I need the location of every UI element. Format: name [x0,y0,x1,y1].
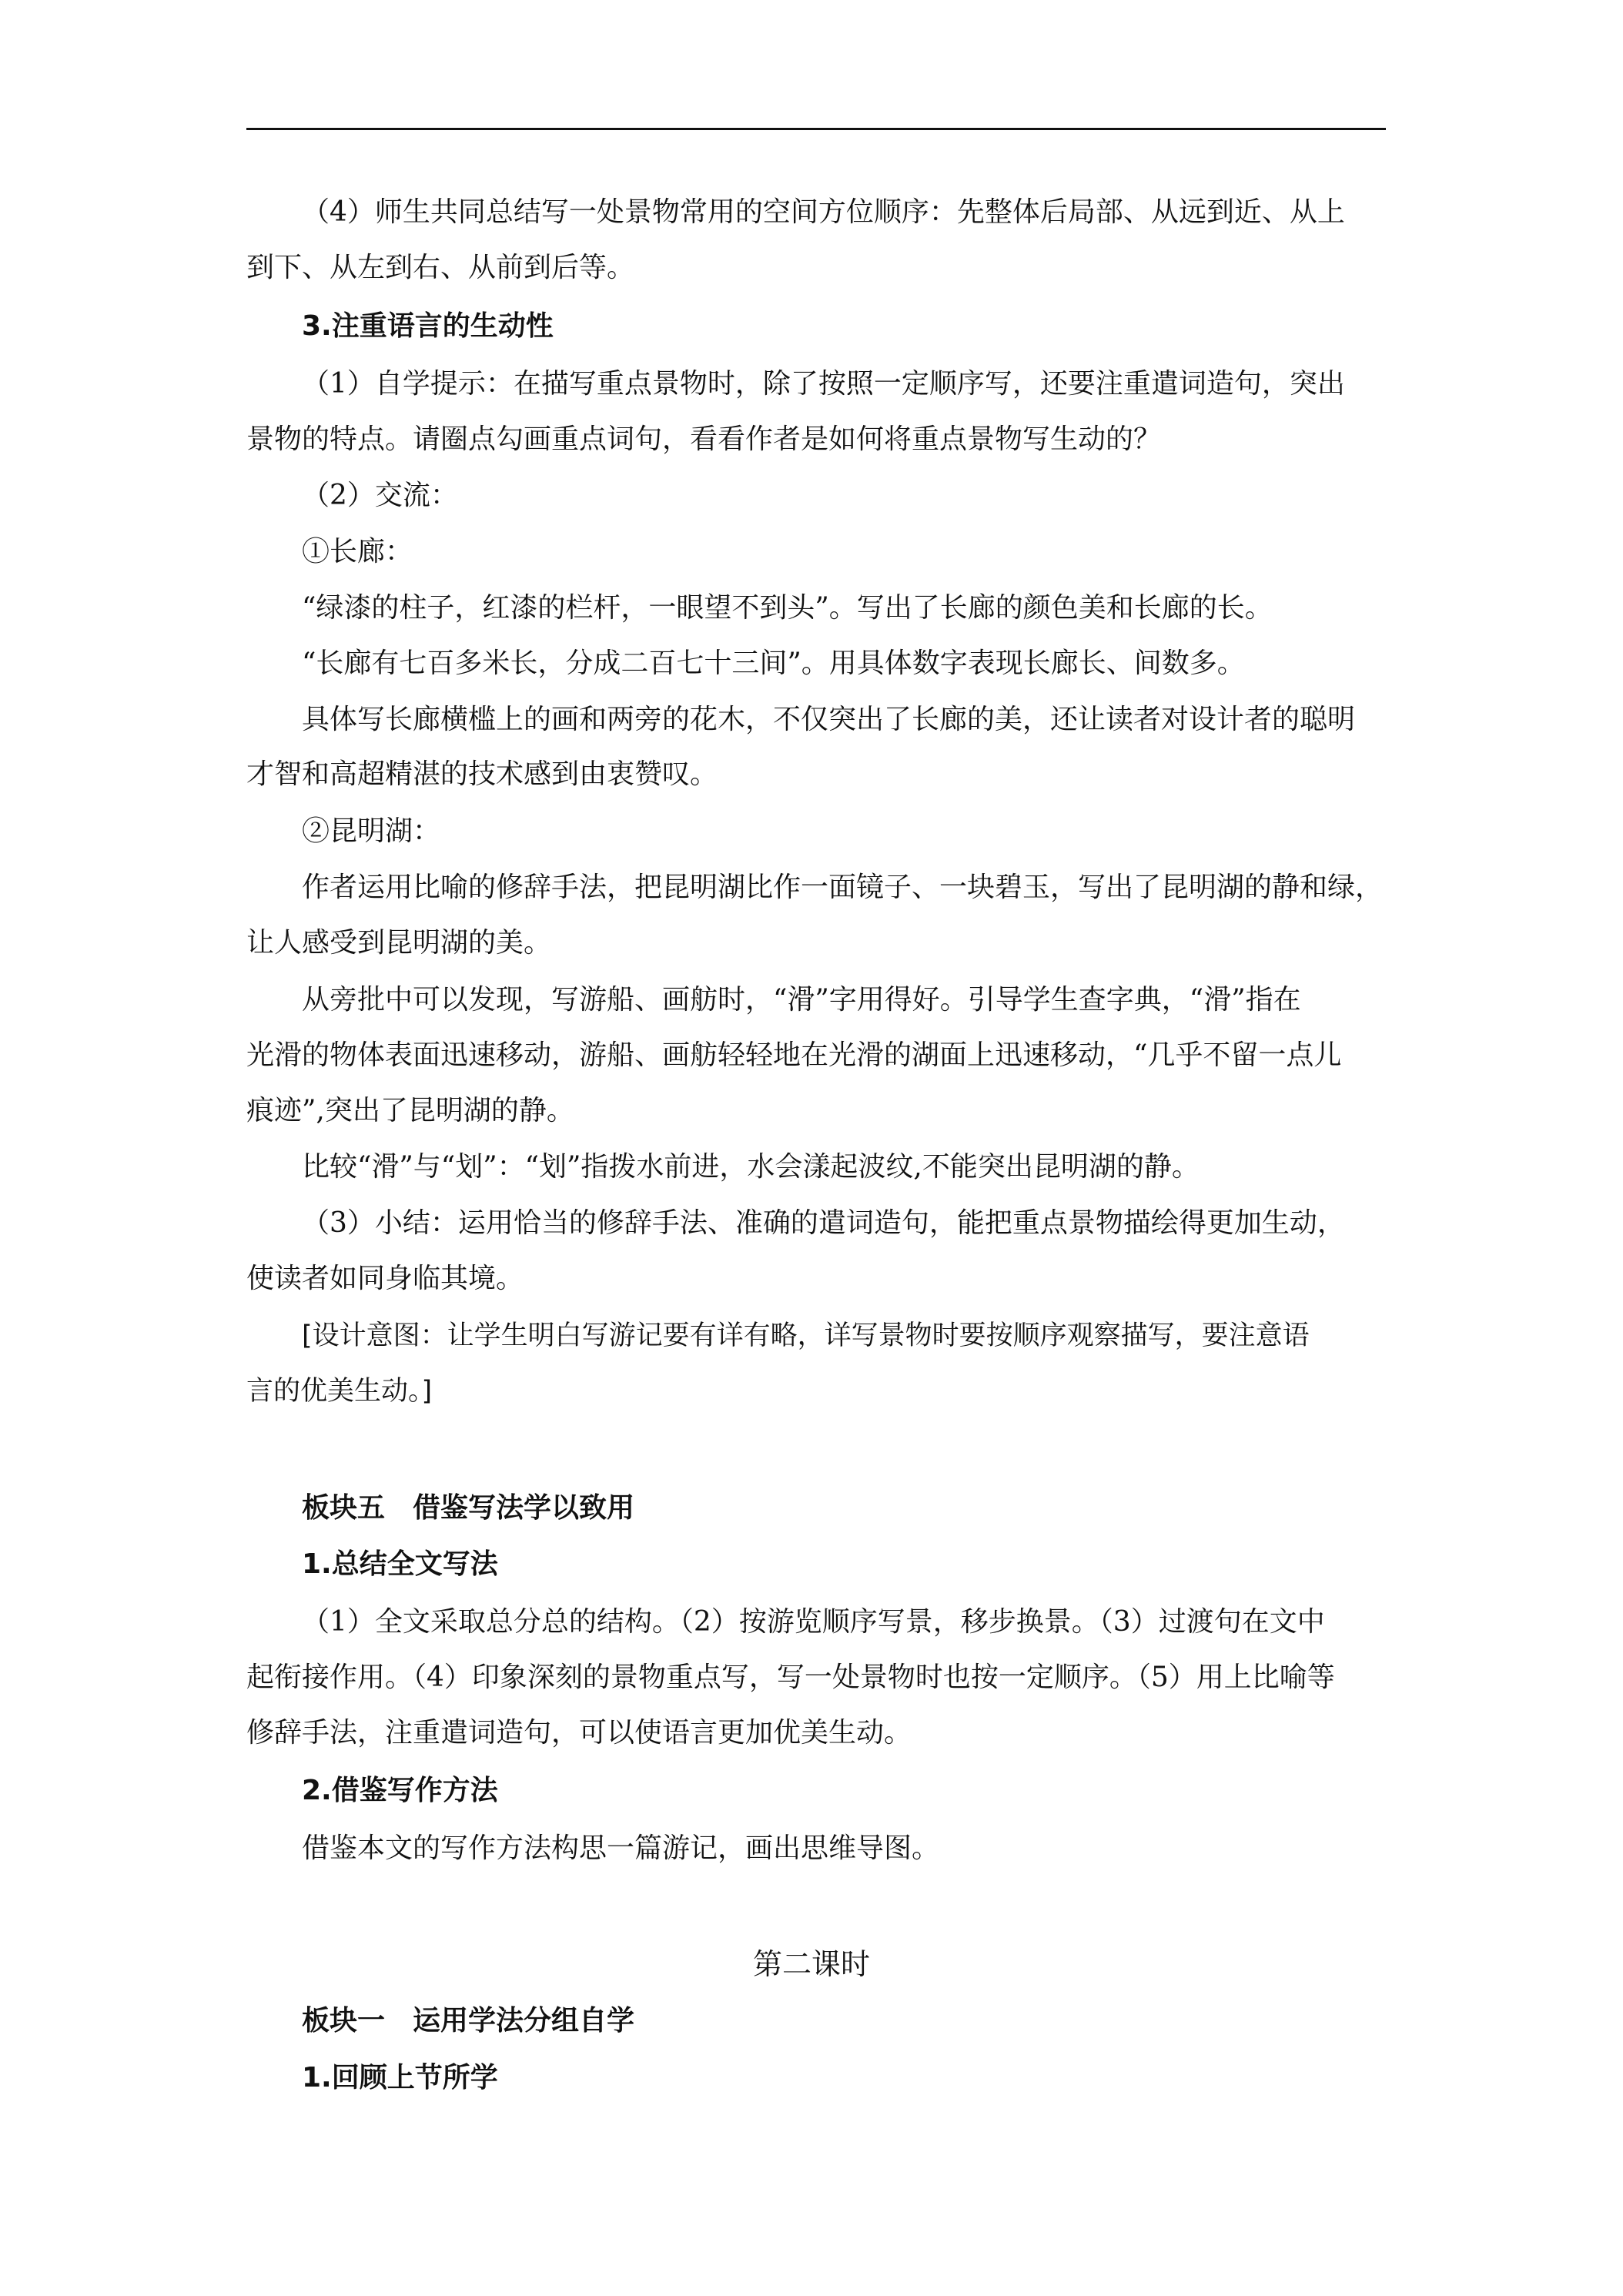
paragraph-line: 具体写长廊横槛上的画和两旁的花木，不仅突出了长廊的美，还让读者对设计者的聪明 [302,704,1356,735]
header-rule [246,128,1386,130]
paragraph-line: 比较“滑”与“划”：“划”指拨水前进，水会漾起波纹,不能突出昆明湖的静。 [302,1151,1200,1183]
block-heading: 板块五 借鉴写法学以致用 [302,1492,635,1524]
paragraph-line: （3）小结：运用恰当的修辞手法、准确的遣词造句，能把重点景物描绘得更加生动， [302,1207,1345,1239]
paragraph-line: 景物的特点。请圈点勾画重点词句，看看作者是如何将重点景物写生动的？ [246,423,1162,455]
paragraph-line: 借鉴本文的写作方法构思一篇游记，画出思维导图。 [302,1832,940,1864]
section-heading: 2.借鉴写作方法 [302,1775,498,1806]
section-heading: 1.回顾上节所学 [302,2062,498,2094]
paragraph-line: 光滑的物体表面迅速移动，游船、画舫轻轻地在光滑的湖面上迅速移动，“几乎不留一点儿 [246,1039,1342,1071]
paragraph-line: 作者运用比喻的修辞手法，把昆明湖比作一面镜子、一块碧玉，写出了昆明湖的静和绿， [302,872,1384,903]
paragraph-line: “长廊有七百多米长，分成二百七十三间”。用具体数字表现长廊长、间数多。 [302,648,1245,679]
paragraph-line: （1）全文采取总分总的结构。（2）按游览顺序写景，移步换景。（3）过渡句在文中 [302,1606,1325,1638]
section-heading: 3.注重语言的生动性 [302,310,554,342]
paragraph-line: 起衔接作用。（4）印象深刻的景物重点写，写一处景物时也按一定顺序。（5）用上比喻等 [246,1662,1335,1693]
paragraph-line: ①长廊： [302,536,413,567]
paragraph-line: 修辞手法，注重遣词造句，可以使语言更加优美生动。 [246,1717,912,1749]
design-intent-line: [设计意图：让学生明白写游记要有详有略，详写景物时要按顺序观察描写，要注意语 [302,1320,1310,1351]
paragraph-line: 从旁批中可以发现，写游船、画舫时，“滑”字用得好。引导学生查字典，“滑”指在 [302,984,1301,1016]
design-intent-line: 言的优美生动。] [246,1376,433,1407]
paragraph-line: 使读者如同身临其境。 [246,1263,524,1294]
paragraph-line: 让人感受到昆明湖的美。 [246,927,552,959]
paragraph-line: 才智和高超精湛的技术感到由衷赞叹。 [246,758,718,790]
paragraph-line: 到下、从左到右、从前到后等。 [246,252,635,283]
paragraph-line: （1）自学提示：在描写重点景物时，除了按照一定顺序写，还要注重遣词造句，突出 [302,368,1345,400]
paragraph-line: ②昆明湖： [302,815,441,847]
paragraph-line: （2）交流： [302,480,458,511]
block-heading: 板块一 运用学法分组自学 [302,2005,635,2037]
paragraph-line: （4）师生共同总结写一处景物常用的空间方位顺序：先整体后局部、从远到近、从上 [302,196,1345,228]
lesson-title: 第二课时 [752,1947,870,1981]
section-heading: 1.总结全文写法 [302,1548,498,1580]
paragraph-line: “绿漆的柱子，红漆的栏杆，一眼望不到头”。写出了长廊的颜色美和长廊的长。 [302,592,1273,624]
paragraph-line: 痕迹”,突出了昆明湖的静。 [246,1095,574,1126]
